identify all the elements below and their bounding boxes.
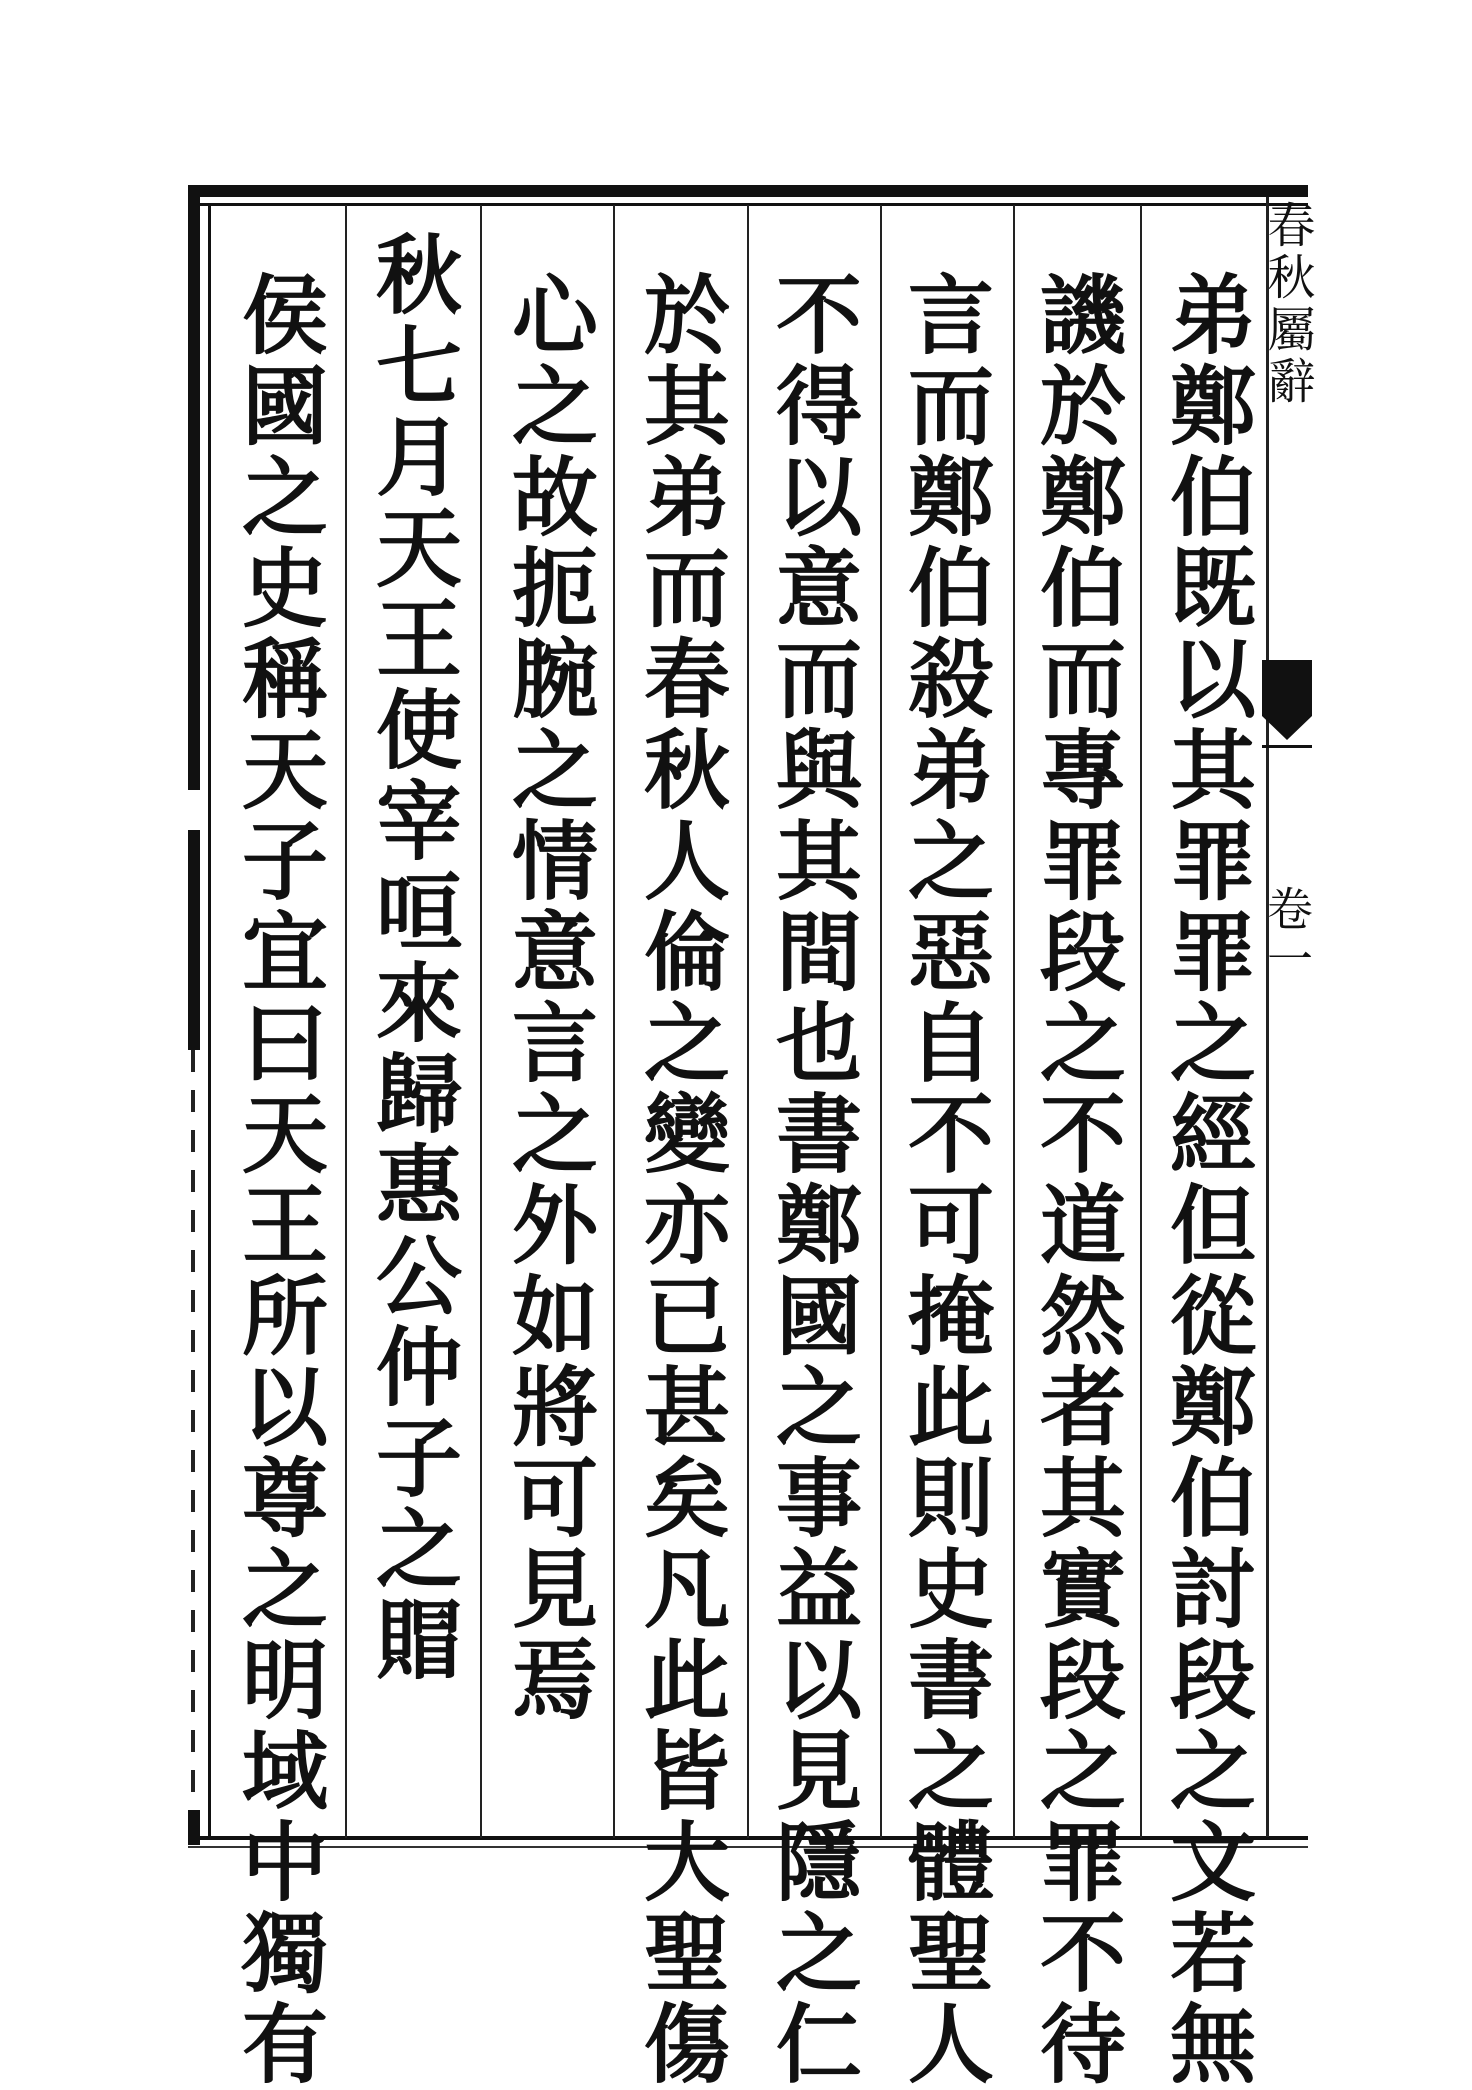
text-column-6: 心之故扼腕之情意言之外如將可見焉	[497, 270, 598, 1726]
text-column-2: 譏於鄭伯而專罪段之不道然者其實段之罪不待	[1025, 270, 1126, 2090]
column-rule	[480, 205, 482, 1838]
text-column-3: 言而鄭伯殺弟之惡自不可掩此則史書之體聖人	[893, 270, 994, 2090]
column-rule	[880, 205, 882, 1838]
text-column-5: 於其弟而春秋人倫之變亦已甚矣凡此皆大聖傷	[629, 270, 730, 2090]
text-column-8: 侯國之史稱天子宜曰天王所以尊之明域中獨有	[227, 270, 328, 2090]
text-column-7: 秋七月天王使宰咺來歸惠公仲子之賵	[361, 230, 462, 1686]
fish-tail-line	[1262, 745, 1312, 748]
fish-tail-mark	[1262, 660, 1312, 740]
column-rule	[1013, 205, 1015, 1838]
column-rule	[345, 205, 347, 1838]
frame-left-gap	[186, 790, 204, 830]
frame-left-inner-border	[208, 205, 211, 1840]
banxin-title: 春秋屬辭	[1259, 200, 1315, 408]
frame-left-broken-line	[191, 1050, 195, 1810]
column-rule	[747, 205, 749, 1838]
frame-left-gap-lower	[186, 1050, 204, 1810]
text-column-1: 弟鄭伯既以其罪罪之經但從鄭伯討段之文若無	[1155, 270, 1256, 2090]
text-column-4: 不得以意而與其間也書鄭國之事益以見隱之仁	[761, 270, 862, 2090]
column-rule	[1140, 205, 1142, 1838]
column-rule	[613, 205, 615, 1838]
banxin-volume: 卷一	[1260, 885, 1314, 985]
frame-top-border	[188, 185, 1308, 197]
frame-bottom-inner-border	[188, 1846, 1308, 1848]
